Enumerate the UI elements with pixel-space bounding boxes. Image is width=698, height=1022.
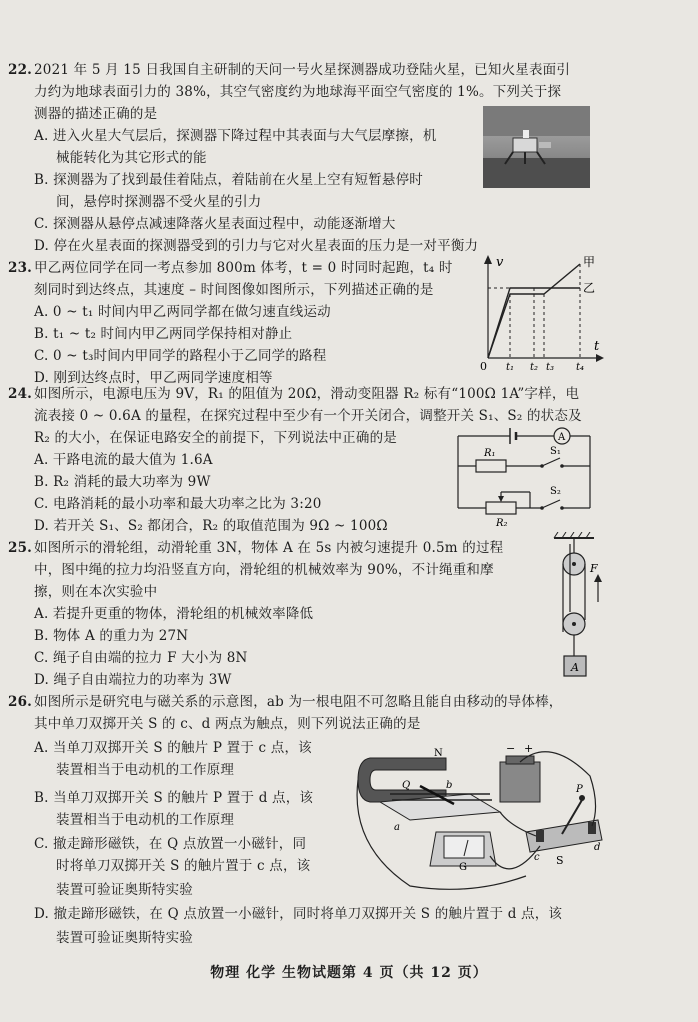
- c-label: c: [534, 852, 540, 863]
- label-jia: 甲: [583, 255, 596, 269]
- q23-stem-line: 刻同时到达终点，其速度 – 时间图像如图所示，下列描述正确的是: [34, 282, 434, 298]
- tick-t1: t₁: [506, 362, 515, 372]
- q25-option-c: C. 绳子自由端的拉力 F 大小为 8N: [34, 650, 248, 666]
- q22-stem-line: 2021 年 5 月 15 日我国自主研制的天问一号火星探测器成功登陆火星，已知火星表面引: [34, 62, 571, 78]
- s2-label: S₂: [550, 486, 561, 497]
- s1-label: S₁: [550, 446, 561, 457]
- q26-option-c-cont2: 装置可验证奥斯特实验: [56, 882, 193, 898]
- b-end-label: b: [446, 780, 453, 791]
- q26-option-a: A. 当单刀双掷开关 S 的触片 P 置于 c 点，该: [34, 740, 312, 756]
- q23-number: 23.: [8, 260, 33, 276]
- q25-number: 25.: [8, 540, 33, 556]
- battery-plus: +: [524, 742, 534, 755]
- tick-t4: t₄: [576, 362, 585, 372]
- block-label: A: [571, 661, 579, 674]
- q23-option-a: A. 0 ~ t₁ 时间内甲乙两同学都在做匀速直线运动: [34, 304, 331, 320]
- a-end-label: a: [394, 822, 400, 833]
- p-label: P: [576, 784, 583, 795]
- q26-number: 26.: [8, 694, 33, 710]
- q23-option-d: D. 刚到达终点时，甲乙两同学速度相等: [34, 370, 273, 386]
- q25-option-b: B. 物体 A 的重力为 27N: [34, 628, 189, 644]
- q25-option-d: D. 绳子自由端拉力的功率为 3W: [34, 672, 232, 688]
- mars-rover-photo: [483, 106, 590, 188]
- battery-minus: −: [506, 742, 516, 755]
- q23-stem-line: 甲乙两位同学在同一考点参加 800m 体考，t = 0 时同时起跑，t₄ 时: [34, 260, 453, 276]
- em-apparatus-diagram: [350, 736, 612, 898]
- q26-option-b: B. 当单刀双掷开关 S 的触片 P 置于 d 点，该: [34, 790, 314, 806]
- q24-number: 24.: [8, 386, 33, 402]
- q26-option-b-cont: 装置相当于电动机的工作原理: [56, 812, 235, 828]
- q22-number: 22.: [8, 62, 33, 78]
- q24-stem-line: 流表接 0 ~ 0.6A 的量程，在探究过程中至少有一个开关闭合，调整开关 S₁、S₂ 的状态及: [34, 408, 582, 424]
- q24-option-b: B. R₂ 消耗的最大功率为 9W: [34, 474, 211, 490]
- q-point-label: Q: [402, 780, 411, 791]
- r1-label: R₁: [484, 448, 496, 459]
- q22-stem-line: 力约为地球表面引力的 38%，其空气密度约为地球海平面空气密度的 1%。下列关于探: [34, 84, 562, 100]
- q26-stem-line: 其中单刀双掷开关 S 的 c、d 两点为触点，则下列说法正确的是: [34, 716, 421, 732]
- q24-option-a: A. 干路电流的最大值为 1.6A: [34, 452, 213, 468]
- tick-t2: t₂: [530, 362, 539, 372]
- galvanometer-label: G: [459, 862, 467, 873]
- q26-option-d-cont: 装置可验证奥斯特实验: [56, 930, 193, 946]
- line-yi: [488, 288, 580, 358]
- q24-stem-line: 如图所示，电源电压为 9V，R₁ 的阻值为 20Ω，滑动变阻器 R₂ 标有“100Ω 1A”字样，电: [34, 386, 580, 402]
- q25-stem-line: 如图所示的滑轮组，动滑轮重 3N，物体 A 在 5s 内被匀速提升 0.5m 的过程: [34, 540, 504, 556]
- pulley-diagram: [548, 532, 608, 682]
- q26-stem-line: 如图所示是研究电与磁关系的示意图，ab 为一根电阻不可忽略且能自由移动的导体棒，: [34, 694, 563, 710]
- q23-option-c: C. 0 ~ t₃时间内甲同学的路程小于乙同学的路程: [34, 348, 327, 364]
- label-yi: 乙: [583, 281, 596, 295]
- q24-option-d: D. 若开关 S₁、S₂ 都闭合，R₂ 的取值范围为 9Ω ~ 100Ω: [34, 518, 388, 534]
- q22-option-a: A. 进入火星大气层后，探测器下降过程中其表面与大气层摩擦，机: [34, 128, 437, 144]
- q22-option-b: B. 探测器为了找到最佳着陆点，着陆前在火星上空有短暂悬停时: [34, 172, 424, 188]
- q22-stem-line: 测器的描述正确的是: [34, 106, 158, 122]
- q26-option-c-cont: 时将单刀双掷开关 S 的触片置于 c 点，该: [56, 858, 311, 874]
- origin-label: 0: [480, 360, 487, 372]
- q22-option-b-cont: 间，悬停时探测器不受火星的引力: [56, 194, 262, 210]
- q26-option-d: D. 撤走蹄形磁铁，在 Q 点放置一小磁针，同时将单刀双掷开关 S 的触片置于 d 点，该: [34, 906, 563, 922]
- circuit-diagram: [450, 422, 595, 530]
- q25-stem-line: 中，图中绳的拉力均沿竖直方向，滑轮组的机械效率为 90%，不计绳重和摩: [34, 562, 494, 578]
- y-axis-label: v: [496, 255, 504, 270]
- x-axis-label: t: [594, 339, 600, 354]
- q25-stem-line: 擦，则在本次实验中: [34, 584, 158, 600]
- q24-option-c: C. 电路消耗的最小功率和最大功率之比为 3:20: [34, 496, 322, 512]
- q26-option-a-cont: 装置相当于电动机的工作原理: [56, 762, 235, 778]
- switch-label: S: [556, 854, 564, 867]
- q25-option-a: A. 若提升更重的物体，滑轮组的机械效率降低: [34, 606, 314, 622]
- force-label: F: [590, 562, 598, 575]
- q24-stem-line: R₂ 的大小，在保证电路安全的前提下，下列说法中正确的是: [34, 430, 397, 446]
- q22-option-c: C. 探测器从悬停点减速降落火星表面过程中，动能逐渐增大: [34, 216, 396, 232]
- d-label: d: [594, 842, 601, 853]
- q23-option-b: B. t₁ ~ t₂ 时间内甲乙两同学保持相对静止: [34, 326, 293, 342]
- ammeter-label: A: [558, 432, 566, 443]
- tick-t3: t₃: [546, 362, 555, 372]
- q26-option-c: C. 撤走蹄形磁铁，在 Q 点放置一小磁针，同: [34, 836, 307, 852]
- vt-graph: [470, 250, 610, 372]
- q22-option-d: D. 停在火星表面的探测器受到的引力与它对火星表面的压力是一对平衡力: [34, 238, 479, 254]
- page-footer: 物理 化学 生物试题第 4 页（共 12 页）: [210, 965, 488, 981]
- q22-option-a-cont: 械能转化为其它形式的能: [56, 150, 207, 166]
- r2-label: R₂: [496, 518, 508, 529]
- n-pole-label: N: [434, 748, 443, 759]
